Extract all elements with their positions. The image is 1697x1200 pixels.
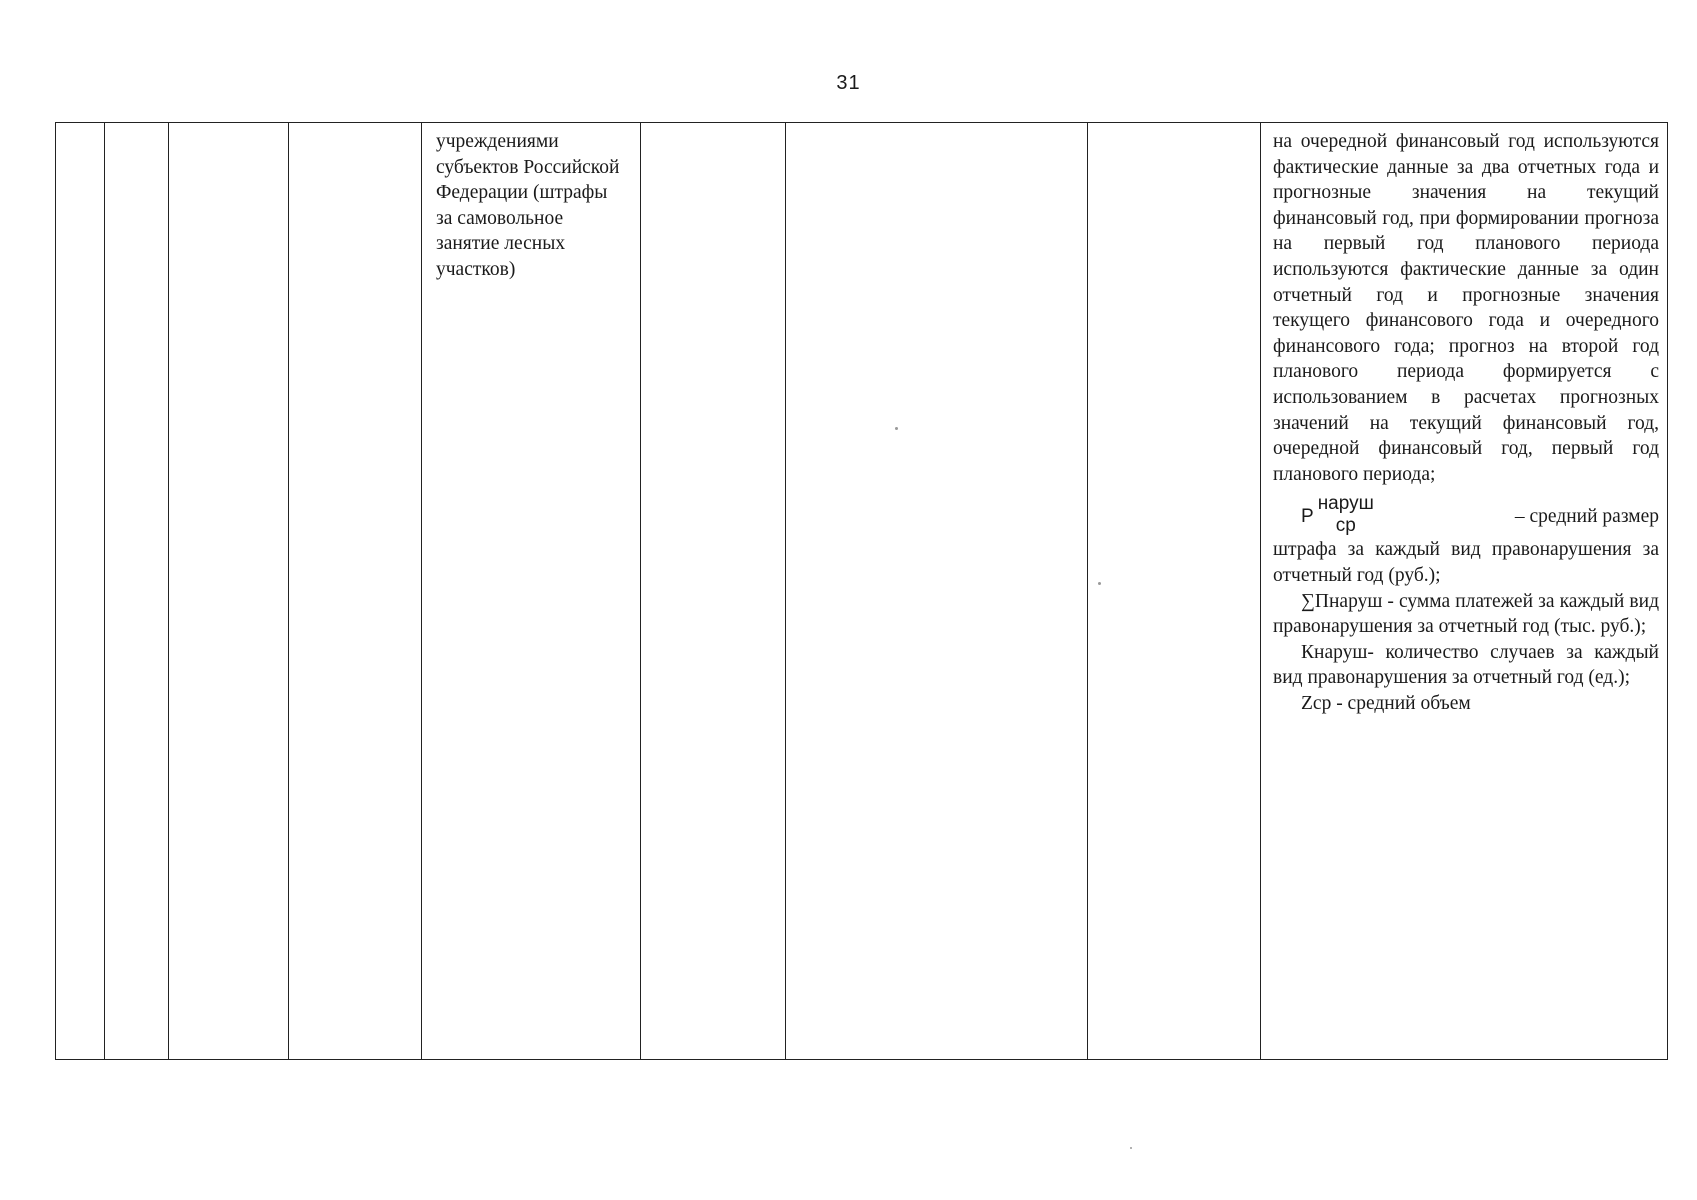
- description-line: учреждениями: [436, 131, 559, 152]
- document-table: [55, 122, 1668, 1060]
- formula-symbol-sub: ср: [1335, 515, 1356, 537]
- sum-term-paragraph: ∑Пнаруш - сумма платежей за каждый вид правонарушения за отчетный год (тыс. руб.);: [1273, 590, 1659, 638]
- table-cell-empty: [641, 123, 786, 1060]
- scan-speck: [895, 427, 898, 430]
- table-cell-description: [422, 123, 641, 1060]
- formula-symbol-sup: наруш: [1317, 493, 1374, 515]
- scan-speck: [1098, 582, 1101, 585]
- formula-line: [1273, 487, 1659, 537]
- table-cell-method: [1261, 123, 1668, 1060]
- description-line: занятие лесных: [436, 233, 566, 255]
- description-line: Федерации (штрафы: [436, 182, 608, 204]
- table-cell-empty: [169, 123, 289, 1060]
- description-line: участков): [436, 258, 516, 280]
- table-cell-empty: [56, 123, 105, 1060]
- table-cell-empty: [289, 123, 422, 1060]
- formula-symbol-base: Р: [1301, 505, 1314, 527]
- description-line: субъектов Российской: [436, 156, 620, 178]
- table-cell-empty: [786, 123, 1088, 1060]
- table-cell-empty: [105, 123, 169, 1060]
- description-line: за самовольное: [436, 207, 564, 229]
- method-paragraph: на очередной финансовый год используются фактические данные за два отчетных года и прогнозные значения на текущий финансовый год, при формировании прогноза на первый год планового периода используются фактические данные за один отчетный год и прогнозные значения текущего финансового года и очередного финансового года; прогноз на второй год планового периода формируется с использованием в расчетах прогнозных значений на текущий финансовый год, очередной финансовый год, первый год планового периода;: [1273, 131, 1659, 485]
- formula-symbol-indices: [1318, 493, 1374, 537]
- page-number: 31: [836, 72, 861, 94]
- formula-description: штрафа за каждый вид правонарушения за отчетный год (руб.);: [1273, 539, 1659, 586]
- table-row: [56, 123, 1668, 1060]
- z-term-paragraph: Zср - средний объем: [1301, 692, 1471, 714]
- scan-speck: [1130, 1147, 1132, 1149]
- table-cell-empty: [1088, 123, 1261, 1060]
- count-term-paragraph: Кнаруш- количество случаев за каждый вид правонарушения за отчетный год (ед.);: [1273, 641, 1659, 689]
- formula-description-inline: – средний размер: [1514, 505, 1659, 527]
